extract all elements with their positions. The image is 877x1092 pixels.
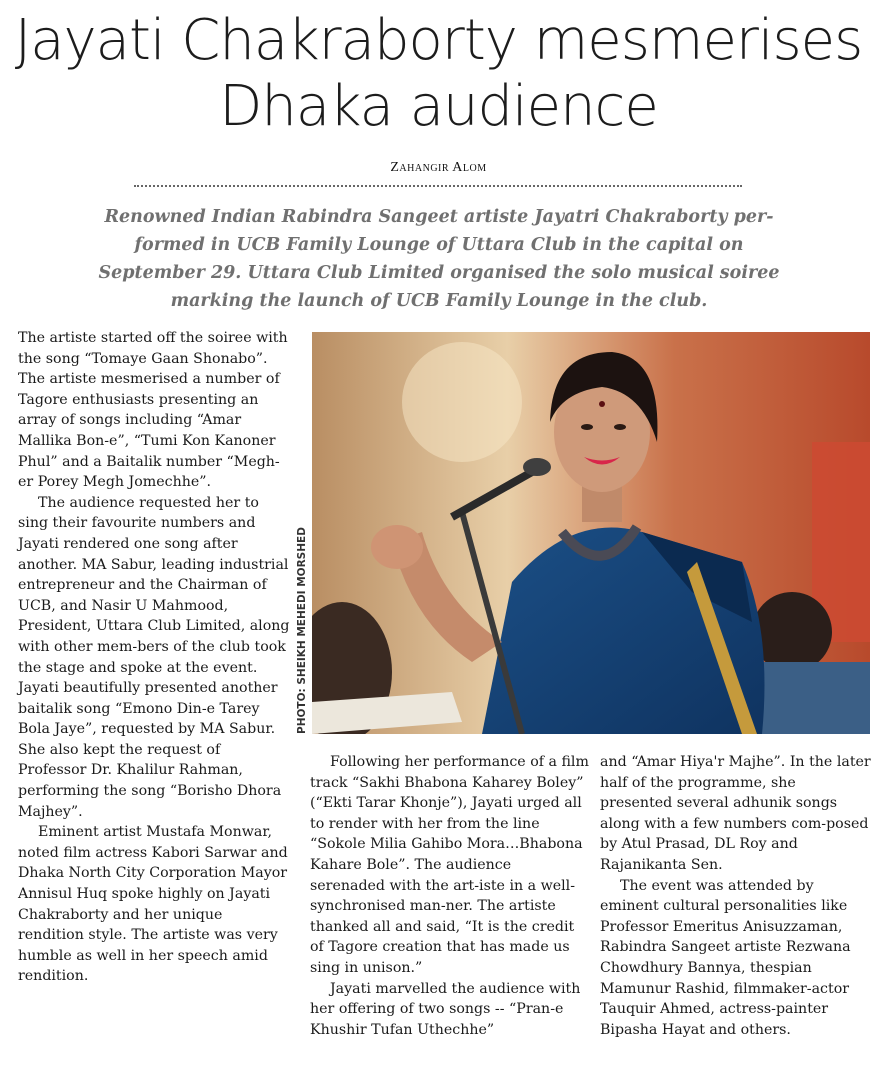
performer-photo: [312, 332, 870, 734]
paragraph: and “Amar Hiya'r Majhe”. In the later half of the programme, she presented several adhunik songs along with a few numbers com-posed by Atul Prasad, DL Roy and Rajanikanta Sen.: [600, 754, 871, 873]
intro-line: marking the launch of UCB Family Lounge in the club.: [170, 291, 708, 311]
dotted-divider: [134, 185, 742, 187]
paragraph: The event was attended by eminent cultural personalities like Professor Emeritus Anisuzzaman, Rabindra Sangeet artiste Rezwana Chowdhury Bannya, thespian Mamunur Rashid, filmmaker-actor Tauquir Ahmed, actress-painter Bipasha Hayat and others.: [600, 877, 851, 1038]
headline: [0, 8, 877, 140]
paragraph: The artiste started off the soiree with the song “Tomaye Gaan Shonabo”. The artiste mesmerised a number of Tagore enthusiasts presenting an array of songs including “Amar Mallika Bon-e”, “Tumi Kon Kanoner Phul” and a Baitalik number “Megh-er Porey Megh Jomechhe”.: [18, 330, 288, 491]
performer-illustration: [312, 332, 870, 734]
article-column-2: [310, 752, 590, 1040]
paragraph: Jayati marvelled the audience with her offering of two songs -- “Pran-e Khushir Tufan Uthechhe”: [310, 980, 581, 1038]
intro-line: September 29. Uttara Club Limited organised the solo musical soiree: [98, 263, 780, 283]
paragraph: The audience requested her to sing their favourite numbers and Jayati rendered one song after another. MA Sabur, leading industrial entrepreneur and the Chairman of UCB, and Nasir U Mahmood, President, Uttara Club Limited, along with other mem-bers of the club took the stage and spoke at the event. Jayati beautifully presented another baitalik song “Emono Din-e Tarey Bola Jaye”, requested by MA Sabur. She also kept the request of Professor Dr. Khalilur Rahman, performing the song “Borisho Dhora Majhey”.: [18, 494, 290, 820]
byline: Zahangir Alom: [390, 160, 487, 175]
paragraph: Following her performance of a film track “Sakhi Bhabona Kaharey Boley” (“Ekti Tarar Khonje”), Jayati urged all to render with her from the line “Sokole Milia Gahibo Mora…Bhabona Kahare Bole”. The audience serenaded with the art-iste in a well-synchronised man-ner. The artiste thanked all and said, “It is the credit of Tagore creation that has made us sing in unison.”: [310, 754, 589, 976]
headline-line-2: Dhaka audience: [219, 74, 658, 139]
article-column-3: [600, 752, 872, 1040]
intro-line: formed in UCB Family Lounge of Uttara Club in the capital on: [134, 235, 744, 255]
photo-credit: PHOTO: SHEIKH MEHEDI MORSHED: [296, 527, 308, 734]
paragraph: Eminent artist Mustafa Monwar, noted film actress Kabori Sarwar and Dhaka North City Corporation Mayor Annisul Huq spoke highly on Jayati Chakraborty and her unique rendition style. The artiste was very humble as well in her speech amid rendition.: [18, 824, 288, 985]
intro-line: Renowned Indian Rabindra Sangeet artiste Jayatri Chakraborty per-: [104, 207, 774, 227]
intro-standfirst: [80, 203, 798, 315]
headline-line-1: Jayati Chakraborty mesmerises: [14, 8, 863, 73]
article-column-1: [18, 328, 292, 987]
